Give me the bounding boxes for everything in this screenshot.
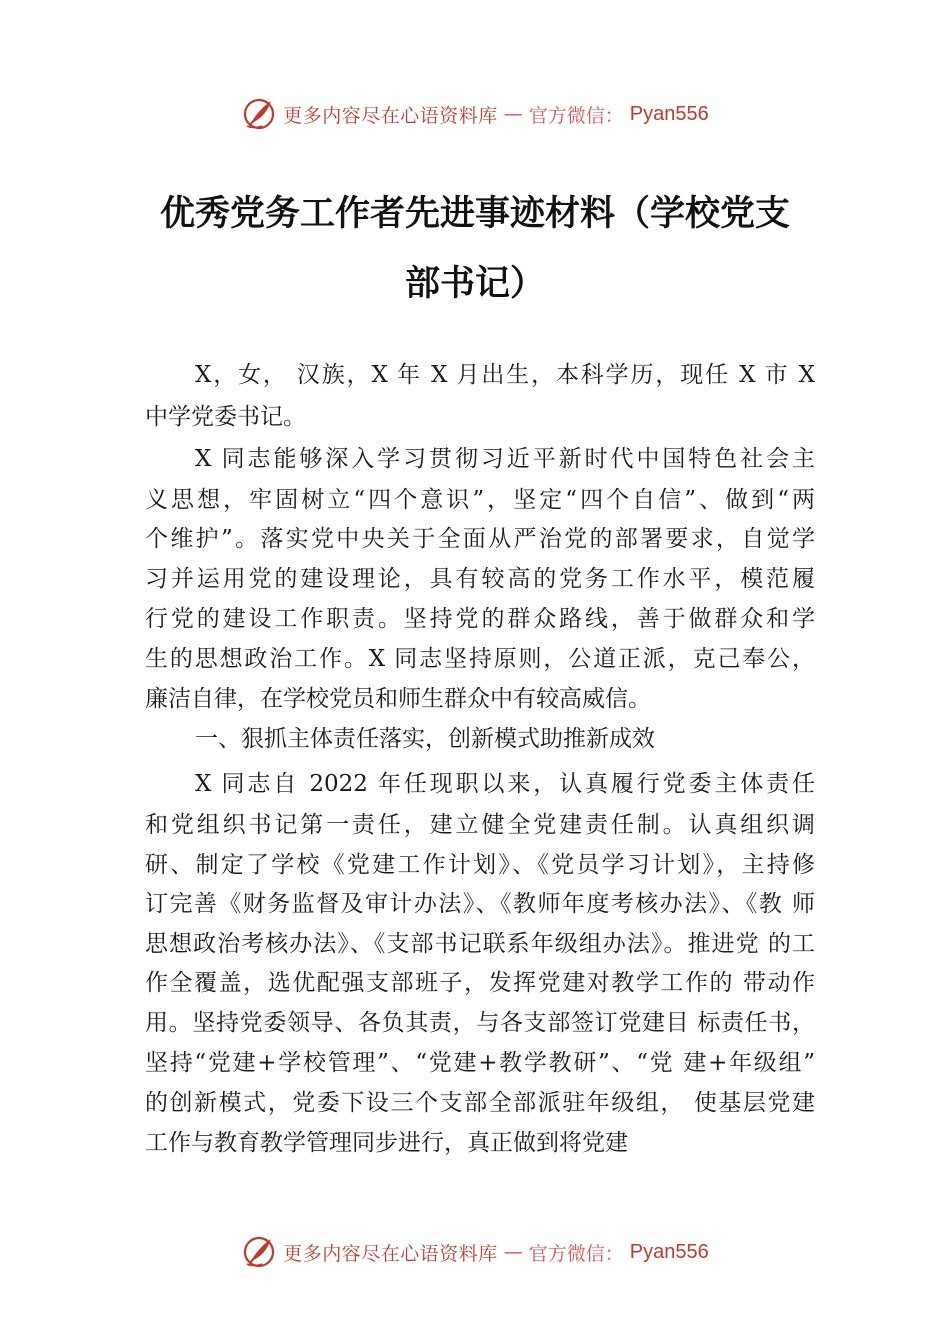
watermark-separator: — (503, 103, 523, 125)
watermark-header (0, 94, 950, 134)
body-line: 行党的建设工作职责。坚持党的群众路线，善于做群众和学 (145, 606, 815, 632)
watermark-wechat-id: Pyan556 (629, 1240, 709, 1263)
body-line: X 同志能够深入学习贯彻习近平新时代中国特色社会主 (195, 446, 815, 472)
body-line: 生的思想政治工作。X 同志坚持原则，公道正派，克己奉公， (145, 646, 815, 672)
body-line: 工作与教育教学管理同步进行，真正做到将党建 (145, 1130, 628, 1156)
body-line: X 同志自 2022 年任现职以来，认真履行党委主体责任 (195, 771, 815, 797)
body-line: 作全覆盖，选优配强支部班子，发挥党建对教学工作的 带动作 (145, 970, 815, 996)
body-line: 的创新模式，党委下设三个支部全部派驻年级组， 使基层党建 (145, 1090, 815, 1116)
watermark-footer (0, 1232, 950, 1272)
document-title-line-1: 优秀党务工作者先进事迹材料（学校党支 (159, 193, 790, 234)
watermark-wechat-id: Pyan556 (629, 102, 709, 125)
watermark-wechat-label: 官方微信： (528, 104, 624, 127)
body-line: 和党组织书记第一责任，建立健全党建责任制。认真组织调 (145, 812, 815, 838)
body-line: 义思想，牢固树立“四个意识”，坚定“四个自信”、做到“两 (145, 487, 815, 513)
body-line: 个维护”。落实党中央关于全面从严治党的部署要求，自觉学 (145, 526, 815, 552)
body-line: 研、制定了学校《党建工作计划》、《党员学习计划》，主持修 (145, 852, 815, 878)
quill-pen-logo-icon (241, 1234, 277, 1270)
body-line: 订完善《财务监督及审计办法》、《教师年度考核办法》、《教 师 (145, 891, 815, 917)
watermark-separator: — (503, 1241, 523, 1263)
body-line: 中学党委书记。 (145, 404, 306, 430)
section-heading: 一、狠抓主体责任落实，创新模式助推新成效 (195, 726, 655, 752)
watermark-wechat-label: 官方微信： (528, 1242, 624, 1265)
quill-pen-logo-icon (241, 96, 277, 132)
body-line: 习并运用党的建设理论，具有较高的党务工作水平，模范履 (145, 566, 815, 592)
watermark-site-name: 更多内容尽在心语资料库 (283, 1242, 498, 1265)
document-title-line-2: 部书记） (404, 263, 545, 304)
watermark-site-name: 更多内容尽在心语资料库 (283, 104, 498, 127)
body-line: 思想政治考核办法》、《支部书记联系年级组办法》。推进党 的工 (145, 931, 815, 957)
body-line: 用。坚持党委领导、各负其责，与各支部签订党建目 标责任书， (145, 1010, 815, 1036)
body-line: 坚持“党建+学校管理”、“党建+教学教研”、“党 建+年级组” (145, 1050, 815, 1076)
body-line: X，女， 汉族，X 年 X 月出生，本科学历，现任 X 市 X (195, 362, 815, 388)
body-line: 廉洁自律，在学校党员和师生群众中有较高威信。 (145, 686, 651, 712)
